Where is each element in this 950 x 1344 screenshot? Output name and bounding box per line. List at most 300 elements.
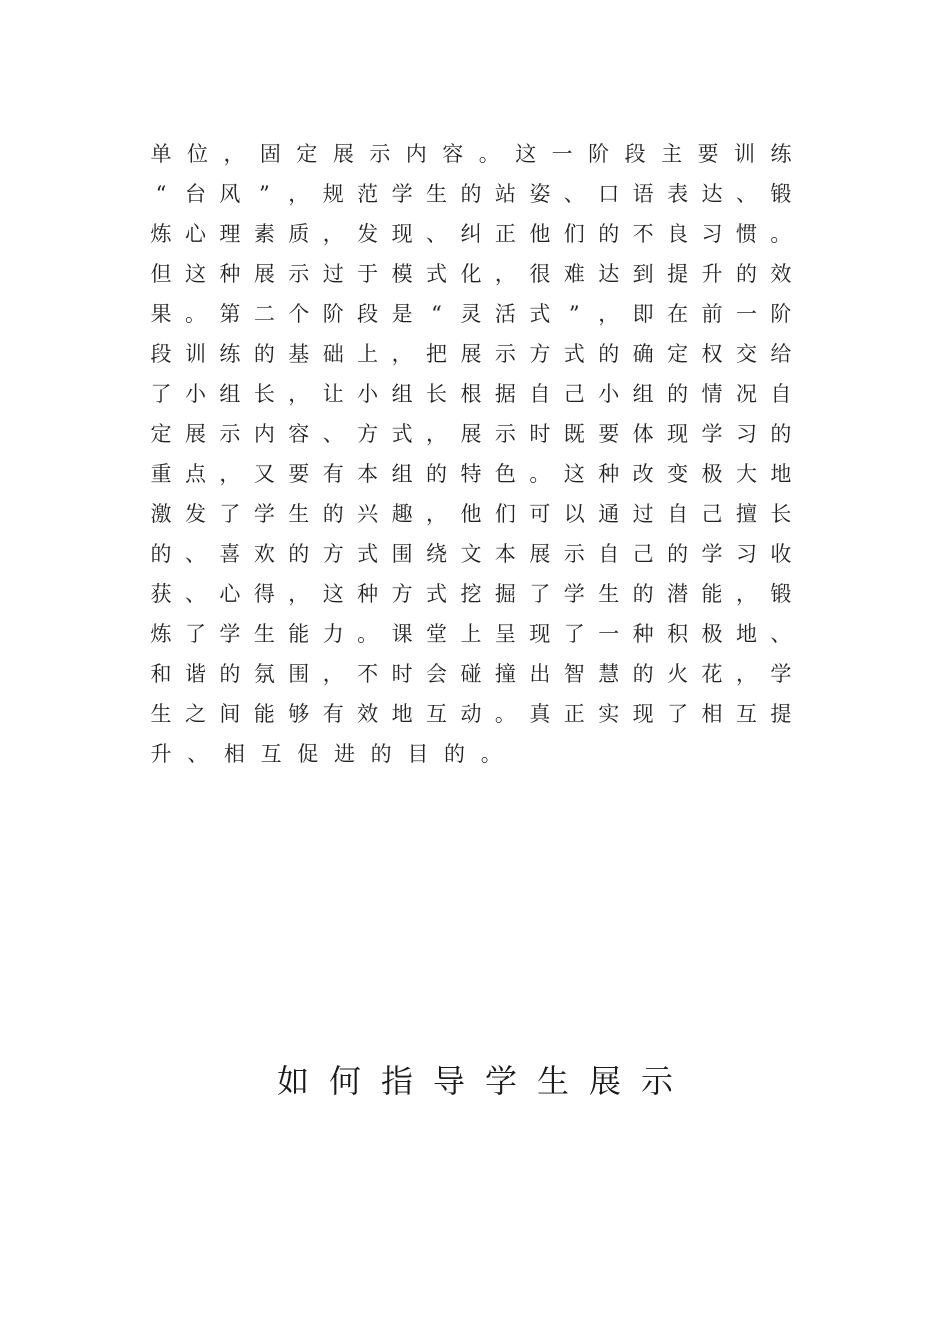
text-char: 和 bbox=[150, 662, 172, 686]
paragraph-line bbox=[150, 494, 792, 534]
text-char: 呈 bbox=[494, 622, 516, 646]
text-char: 掘 bbox=[494, 582, 516, 606]
text-char: 展 bbox=[184, 422, 206, 446]
text-char: 发 bbox=[184, 502, 206, 526]
text-char: 效 bbox=[770, 262, 792, 286]
text-char: 基 bbox=[288, 342, 310, 366]
text-char: 小 bbox=[598, 382, 620, 406]
paragraph-line bbox=[150, 654, 792, 694]
text-char: ， bbox=[219, 462, 241, 486]
text-char: 的 bbox=[426, 462, 447, 486]
text-char: 改 bbox=[632, 462, 654, 486]
text-char: 的 bbox=[444, 742, 465, 766]
text-char: 习 bbox=[701, 222, 723, 246]
text-char: 的 bbox=[667, 542, 689, 566]
text-char: 于 bbox=[357, 262, 379, 286]
text-char: 方 bbox=[391, 582, 413, 606]
text-char: 了 bbox=[667, 702, 689, 726]
text-char: 习 bbox=[735, 542, 757, 566]
text-char: 过 bbox=[632, 502, 654, 526]
text-char: 但 bbox=[150, 262, 172, 286]
text-char: 了 bbox=[219, 502, 241, 526]
text-char: 的 bbox=[632, 662, 654, 686]
text-char: 的 bbox=[632, 582, 654, 606]
text-char: 慧 bbox=[598, 662, 620, 686]
text-char: 主 bbox=[661, 142, 683, 166]
text-char: 展 bbox=[253, 262, 275, 286]
text-char: 难 bbox=[563, 262, 585, 286]
text-char: “ bbox=[155, 182, 167, 206]
text-char: ， bbox=[735, 582, 757, 606]
text-char: 阶 bbox=[770, 302, 792, 326]
text-char: 要 bbox=[598, 422, 620, 446]
text-char: 的 bbox=[770, 422, 792, 446]
text-char: 式 bbox=[426, 262, 447, 286]
text-char: 段 bbox=[357, 302, 379, 326]
text-char: 达 bbox=[701, 182, 723, 206]
text-char: 点 bbox=[184, 462, 206, 486]
text-char: 纠 bbox=[460, 222, 482, 246]
text-char: 阶 bbox=[588, 142, 610, 166]
text-char: 互 bbox=[735, 702, 757, 726]
text-char: 时 bbox=[529, 422, 551, 446]
text-char: 锻 bbox=[770, 582, 792, 606]
text-char: 炼 bbox=[150, 222, 172, 246]
text-char: 心 bbox=[184, 222, 206, 246]
text-char: 互 bbox=[260, 742, 282, 766]
text-char: 。 bbox=[357, 622, 379, 646]
text-char: 模 bbox=[391, 262, 413, 286]
text-char: 给 bbox=[770, 342, 792, 366]
text-char: 了 bbox=[184, 622, 206, 646]
text-char: 这 bbox=[322, 582, 344, 606]
text-char: 定 bbox=[667, 342, 689, 366]
text-char: 互 bbox=[426, 702, 447, 726]
text-char: 素 bbox=[253, 222, 275, 246]
text-char: 的 bbox=[322, 502, 344, 526]
text-char: 锻 bbox=[770, 182, 792, 206]
text-char: ， bbox=[322, 662, 344, 686]
text-char: 规 bbox=[322, 182, 344, 206]
text-char: 表 bbox=[667, 182, 689, 206]
text-char: 之 bbox=[184, 702, 206, 726]
text-char: 绕 bbox=[426, 542, 447, 566]
text-char: 课 bbox=[391, 622, 413, 646]
paragraph-line bbox=[150, 734, 792, 774]
text-char: 正 bbox=[563, 702, 585, 726]
text-char: 学 bbox=[563, 582, 585, 606]
text-char: 时 bbox=[391, 662, 413, 686]
text-char: 固 bbox=[259, 142, 281, 166]
text-char: 谐 bbox=[184, 662, 206, 686]
text-char: 他 bbox=[460, 502, 482, 526]
text-char: 展 bbox=[460, 342, 482, 366]
text-char: 自 bbox=[529, 382, 551, 406]
text-char: 不 bbox=[357, 662, 379, 686]
text-char: 习 bbox=[735, 422, 757, 446]
text-char: 示 bbox=[369, 142, 391, 166]
text-char: 堂 bbox=[426, 622, 447, 646]
paragraph-line bbox=[150, 254, 792, 294]
text-char: 良 bbox=[667, 222, 689, 246]
text-char: 示 bbox=[288, 262, 310, 286]
text-char: 变 bbox=[667, 462, 689, 486]
text-char: 长 bbox=[770, 502, 792, 526]
text-char: 生 bbox=[150, 702, 172, 726]
text-char: 生 bbox=[598, 582, 620, 606]
text-char: 过 bbox=[322, 262, 344, 286]
text-char: 位 bbox=[186, 142, 208, 166]
text-char: 达 bbox=[598, 262, 620, 286]
text-char: 在 bbox=[667, 302, 689, 326]
text-char: 。 bbox=[184, 302, 206, 326]
text-char: 学 bbox=[770, 662, 792, 686]
text-char: 这 bbox=[563, 462, 585, 486]
text-char: 长 bbox=[253, 382, 275, 406]
text-char: 地 bbox=[770, 462, 792, 486]
text-char: 。 bbox=[478, 142, 500, 166]
text-char: 练 bbox=[219, 342, 241, 366]
text-char: 式 bbox=[391, 422, 413, 446]
text-char: 的 bbox=[219, 662, 241, 686]
text-char: 化 bbox=[460, 262, 482, 286]
text-char: 围 bbox=[288, 662, 310, 686]
text-char: 、 bbox=[322, 422, 344, 446]
text-char: 灵 bbox=[460, 302, 482, 326]
text-char: 要 bbox=[288, 462, 310, 486]
text-char: 发 bbox=[357, 222, 379, 246]
text-char: 上 bbox=[460, 622, 482, 646]
text-char: 够 bbox=[288, 702, 310, 726]
text-char: 长 bbox=[426, 382, 447, 406]
text-char: 这 bbox=[184, 262, 206, 286]
text-char: 碰 bbox=[460, 662, 482, 686]
text-char: ， bbox=[288, 182, 310, 206]
text-char: 的 bbox=[598, 222, 620, 246]
text-char: 小 bbox=[357, 382, 379, 406]
text-char: 挖 bbox=[460, 582, 482, 606]
text-char: 展 bbox=[588, 1062, 621, 1100]
text-char: 现 bbox=[391, 222, 413, 246]
text-char: 种 bbox=[357, 582, 379, 606]
text-char: 目 bbox=[407, 742, 429, 766]
text-char: 学 bbox=[701, 422, 723, 446]
text-char: 了 bbox=[563, 622, 585, 646]
text-char: 学 bbox=[701, 542, 723, 566]
text-char: 的 bbox=[288, 542, 310, 566]
text-char: 特 bbox=[460, 462, 482, 486]
text-char: 现 bbox=[529, 622, 551, 646]
text-char: 既 bbox=[563, 422, 585, 446]
text-char: ， bbox=[223, 142, 245, 166]
text-char: 正 bbox=[494, 222, 516, 246]
text-char: 组 bbox=[219, 382, 241, 406]
text-char: 己 bbox=[563, 382, 585, 406]
text-char: 地 bbox=[735, 622, 757, 646]
text-char: 、 bbox=[735, 182, 757, 206]
text-char: 种 bbox=[598, 462, 620, 486]
text-char: 文 bbox=[460, 542, 482, 566]
text-char: 体 bbox=[632, 422, 654, 446]
text-char: 况 bbox=[735, 382, 757, 406]
text-char: ， bbox=[288, 582, 310, 606]
text-char: 是 bbox=[391, 302, 413, 326]
text-char: 情 bbox=[701, 382, 723, 406]
text-char: 要 bbox=[697, 142, 719, 166]
text-char: 把 bbox=[426, 342, 447, 366]
text-char: 趣 bbox=[391, 502, 413, 526]
text-char: 积 bbox=[667, 622, 689, 646]
text-char: 方 bbox=[357, 422, 379, 446]
text-char: 有 bbox=[322, 462, 344, 486]
text-char: 己 bbox=[701, 502, 723, 526]
text-char: 智 bbox=[563, 662, 585, 686]
text-char: 如 bbox=[276, 1062, 309, 1100]
text-char: 获 bbox=[150, 582, 172, 606]
text-char: 得 bbox=[253, 582, 275, 606]
text-char: 方 bbox=[529, 342, 551, 366]
paragraph-line bbox=[150, 414, 792, 454]
text-char: 示 bbox=[494, 342, 516, 366]
text-char: 生 bbox=[536, 1062, 569, 1100]
text-char: 据 bbox=[494, 382, 516, 406]
text-char: 一 bbox=[551, 142, 573, 166]
body-paragraph bbox=[150, 134, 792, 774]
text-char: 果 bbox=[150, 302, 172, 326]
text-char: 。 bbox=[494, 702, 516, 726]
text-char: ， bbox=[426, 502, 447, 526]
text-char: 潜 bbox=[667, 582, 689, 606]
text-char: 能 bbox=[701, 582, 723, 606]
text-char: 学 bbox=[484, 1062, 517, 1100]
text-char: 练 bbox=[770, 142, 792, 166]
text-char: 、 bbox=[770, 622, 792, 646]
text-char: 台 bbox=[184, 182, 206, 206]
text-char: 示 bbox=[494, 422, 516, 446]
text-char: ， bbox=[322, 222, 344, 246]
text-char: 展 bbox=[332, 142, 354, 166]
text-char: 己 bbox=[632, 542, 654, 566]
text-char: 阶 bbox=[322, 302, 344, 326]
text-char: 心 bbox=[219, 582, 241, 606]
text-char: 础 bbox=[322, 342, 344, 366]
text-char: 撞 bbox=[494, 662, 516, 686]
text-char: 花 bbox=[701, 662, 723, 686]
text-char: 一 bbox=[735, 302, 757, 326]
text-char: 前 bbox=[701, 302, 723, 326]
text-char: 导 bbox=[432, 1062, 465, 1100]
text-char: 方 bbox=[322, 542, 344, 566]
paragraph-line bbox=[150, 174, 792, 214]
text-char: 可 bbox=[529, 502, 551, 526]
text-char: 展 bbox=[529, 542, 551, 566]
text-char: 段 bbox=[624, 142, 646, 166]
text-char: ” bbox=[568, 302, 580, 326]
text-char: 训 bbox=[734, 142, 755, 166]
text-char: 能 bbox=[253, 702, 275, 726]
text-char: 。 bbox=[770, 222, 792, 246]
text-char: 们 bbox=[494, 502, 516, 526]
text-char: 小 bbox=[184, 382, 206, 406]
text-char: 。 bbox=[480, 742, 502, 766]
paragraph-line bbox=[150, 694, 792, 734]
text-char: 的 bbox=[667, 382, 689, 406]
text-char: 促 bbox=[297, 742, 319, 766]
text-char: 收 bbox=[770, 542, 792, 566]
text-char: 自 bbox=[667, 502, 689, 526]
text-char: 欢 bbox=[253, 542, 275, 566]
text-char: 升 bbox=[150, 742, 172, 766]
text-char: 组 bbox=[391, 462, 413, 486]
paragraph-line bbox=[150, 294, 792, 334]
text-char: 到 bbox=[632, 262, 654, 286]
text-char: 生 bbox=[288, 502, 310, 526]
text-char: 大 bbox=[735, 462, 757, 486]
text-char: 惯 bbox=[735, 222, 757, 246]
text-char: 会 bbox=[426, 662, 447, 686]
text-char: ， bbox=[494, 262, 516, 286]
text-char: 种 bbox=[632, 622, 654, 646]
text-char: 组 bbox=[632, 382, 654, 406]
text-char: 效 bbox=[357, 702, 379, 726]
text-char: 以 bbox=[563, 502, 585, 526]
text-char: 重 bbox=[150, 462, 172, 486]
text-char: 了 bbox=[150, 382, 172, 406]
text-char: 定 bbox=[150, 422, 172, 446]
text-char: 学 bbox=[219, 622, 241, 646]
text-char: 提 bbox=[667, 262, 689, 286]
text-char: 炼 bbox=[150, 622, 172, 646]
text-char: 力 bbox=[322, 622, 344, 646]
text-char: ， bbox=[426, 422, 447, 446]
text-char: 式 bbox=[357, 542, 379, 566]
text-char: 种 bbox=[219, 262, 241, 286]
paragraph-line bbox=[150, 214, 792, 254]
paragraph-line bbox=[150, 454, 792, 494]
text-char: 兴 bbox=[357, 502, 379, 526]
text-char: 火 bbox=[667, 662, 689, 686]
text-char: 现 bbox=[632, 702, 654, 726]
text-char: 学 bbox=[253, 502, 275, 526]
text-char: 式 bbox=[426, 582, 447, 606]
text-char: 单 bbox=[150, 142, 172, 166]
text-char: 。 bbox=[529, 462, 551, 486]
text-char: 们 bbox=[563, 222, 585, 246]
text-char: 、 bbox=[184, 582, 206, 606]
text-char: 实 bbox=[598, 702, 620, 726]
text-char: 提 bbox=[770, 702, 792, 726]
text-char: 的 bbox=[370, 742, 392, 766]
text-char: 让 bbox=[322, 382, 344, 406]
text-char: 自 bbox=[770, 382, 792, 406]
text-char: ， bbox=[391, 342, 413, 366]
text-char: 容 bbox=[288, 422, 310, 446]
text-char: 、 bbox=[426, 222, 447, 246]
text-char: 理 bbox=[219, 222, 241, 246]
text-char: 站 bbox=[494, 182, 516, 206]
text-char: 生 bbox=[426, 182, 447, 206]
text-char: 个 bbox=[288, 302, 310, 326]
text-char: 学 bbox=[391, 182, 413, 206]
text-char: 示 bbox=[563, 542, 585, 566]
paragraph-line bbox=[150, 134, 792, 174]
text-char: 动 bbox=[460, 702, 482, 726]
text-char: 围 bbox=[391, 542, 413, 566]
text-char: 很 bbox=[529, 262, 551, 286]
paragraph-line bbox=[150, 534, 792, 574]
text-char: 内 bbox=[405, 142, 427, 166]
text-char: 确 bbox=[632, 342, 654, 366]
text-char: 通 bbox=[598, 502, 620, 526]
text-char: 质 bbox=[288, 222, 310, 246]
text-char: 指 bbox=[380, 1062, 413, 1100]
text-char: ， bbox=[288, 382, 310, 406]
text-char: 段 bbox=[150, 342, 172, 366]
text-char: 内 bbox=[253, 422, 275, 446]
text-char: 二 bbox=[253, 302, 275, 326]
text-char: 示 bbox=[640, 1062, 673, 1100]
text-char: 姿 bbox=[529, 182, 551, 206]
text-char: 相 bbox=[223, 742, 245, 766]
text-char: 有 bbox=[322, 702, 344, 726]
text-char: 展 bbox=[460, 422, 482, 446]
text-char: “ bbox=[431, 302, 442, 326]
text-char: 真 bbox=[529, 702, 551, 726]
text-char: 语 bbox=[632, 182, 654, 206]
section-title bbox=[0, 1056, 950, 1106]
text-char: 的 bbox=[253, 342, 275, 366]
text-char: 又 bbox=[253, 462, 275, 486]
text-char: 的 bbox=[735, 262, 757, 286]
text-char: 、 bbox=[563, 182, 585, 206]
text-char: 升 bbox=[701, 262, 723, 286]
text-char: 喜 bbox=[219, 542, 241, 566]
text-char: 能 bbox=[288, 622, 310, 646]
text-char: 极 bbox=[701, 462, 723, 486]
text-char: 不 bbox=[632, 222, 654, 246]
text-char: 本 bbox=[494, 542, 516, 566]
text-char: 范 bbox=[357, 182, 379, 206]
text-char: 极 bbox=[701, 622, 723, 646]
text-char: 何 bbox=[328, 1062, 361, 1100]
paragraph-line bbox=[150, 614, 792, 654]
text-char: 组 bbox=[391, 382, 413, 406]
text-char: 擅 bbox=[735, 502, 757, 526]
text-char: 自 bbox=[598, 542, 620, 566]
text-char: 上 bbox=[357, 342, 379, 366]
text-char: ， bbox=[598, 302, 620, 326]
text-char: 、 bbox=[184, 542, 206, 566]
text-char: 本 bbox=[357, 462, 379, 486]
text-char: 色 bbox=[494, 462, 516, 486]
text-char: ” bbox=[258, 182, 270, 206]
text-char: 的 bbox=[150, 542, 172, 566]
text-char: 现 bbox=[667, 422, 689, 446]
paragraph-line bbox=[150, 334, 792, 374]
text-char: 他 bbox=[529, 222, 551, 246]
text-char: 、 bbox=[187, 742, 209, 766]
text-char: 氛 bbox=[253, 662, 275, 686]
text-char: 的 bbox=[598, 342, 620, 366]
text-char: 第 bbox=[219, 302, 241, 326]
text-char: 风 bbox=[219, 182, 241, 206]
text-char: 进 bbox=[333, 742, 355, 766]
text-char: 激 bbox=[150, 502, 172, 526]
text-char: 权 bbox=[701, 342, 723, 366]
text-char: 式 bbox=[563, 342, 585, 366]
text-char: 活 bbox=[494, 302, 516, 326]
text-char: 一 bbox=[598, 622, 620, 646]
